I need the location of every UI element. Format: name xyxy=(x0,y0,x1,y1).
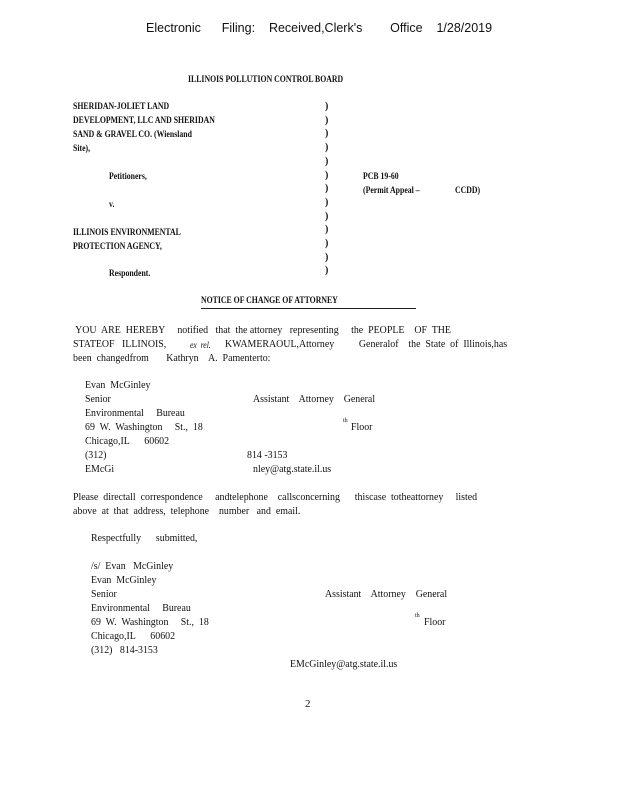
case-number: PCB 19-60 xyxy=(363,172,399,182)
attorney-area-code: (312) xyxy=(85,449,107,461)
signer-title: Assistant Attorney General xyxy=(325,588,448,600)
superscript-th: th xyxy=(343,418,348,424)
notice-title: NOTICE OF CHANGE OF ATTORNEY xyxy=(201,296,338,306)
signer-name: Evan McGinley xyxy=(91,574,157,586)
petitioner-line: Site), xyxy=(73,144,91,154)
ex-rel-text: ex rel. xyxy=(190,340,211,350)
intro-line: been changedfrom Kathryn A. Pamenterto: xyxy=(73,352,271,364)
signer-bureau: Environmental Bureau xyxy=(91,602,191,614)
respondent-label: Respondent. xyxy=(109,269,151,279)
attorney-email-part: EMcGi xyxy=(85,463,115,475)
intro-line: KWAMERAOUL,Attorney Generalof the State of Illinois,has xyxy=(225,338,508,350)
respondent-line: PROTECTION AGENCY, xyxy=(73,242,162,252)
versus-label: v. xyxy=(109,200,115,210)
petitioner-line: SHERIDAN-JOLIET LAND xyxy=(73,102,170,112)
attorney-email-part: nley@atg.state.il.us xyxy=(253,463,332,475)
signer-street: 69 W. Washington St., 18 xyxy=(91,616,209,628)
intro-line: STATEOF ILLINOIS, xyxy=(73,338,167,350)
petitioner-line: DEVELOPMENT, LLC AND SHERIDAN xyxy=(73,116,215,126)
attorney-phone: 814 -3153 xyxy=(247,449,288,461)
signer-city: Chicago,IL 60602 xyxy=(91,630,176,642)
closing-text: Respectfully submitted, xyxy=(91,532,198,544)
electronic-signature: /s/ Evan McGinley xyxy=(91,560,174,572)
attorney-city: Chicago,IL 60602 xyxy=(85,435,170,447)
petitioner-line: SAND & GRAVEL CO. (Wiensland xyxy=(73,130,192,140)
filing-stamp: Electronic Filing: Received,Clerk's Office 1/28/2019 xyxy=(146,21,493,35)
case-type: (Permit Appeal – xyxy=(363,186,420,196)
petitioners-label: Petitioners, xyxy=(109,172,147,182)
attorney-rank: Senior xyxy=(85,393,111,405)
attorney-title: Assistant Attorney General xyxy=(253,393,376,405)
superscript-th: th xyxy=(415,613,420,619)
attorney-name: Evan McGinley xyxy=(85,379,151,391)
case-type-suffix: CCDD) xyxy=(455,186,481,196)
signer-rank: Senior xyxy=(91,588,117,600)
intro-line: YOU ARE HEREBY notified that the attorney representing the PEOPLE OF THE xyxy=(73,324,451,336)
attorney-floor: Floor xyxy=(351,421,373,433)
direct-line: above at that address, telephone number and email. xyxy=(73,505,301,517)
title-underline xyxy=(201,308,416,309)
attorney-street: 69 W. Washington St., 18 xyxy=(85,421,203,433)
board-title: ILLINOIS POLLUTION CONTROL BOARD xyxy=(188,75,344,85)
caption-parentheses: ) ) ) ) ) ) ) ) ) ) ) ) ) xyxy=(325,101,329,277)
signer-phone: (312) 814-3153 xyxy=(91,644,158,656)
attorney-bureau: Environmental Bureau xyxy=(85,407,185,419)
page-number: 2 xyxy=(305,698,311,710)
direct-line: Please directall correspondence andtelephone callsconcerning thiscase totheattorney listed xyxy=(73,491,478,503)
signer-email: EMcGinley@atg.state.il.us xyxy=(290,658,398,670)
signer-floor: Floor xyxy=(424,616,446,628)
respondent-line: ILLINOIS ENVIRONMENTAL xyxy=(73,228,181,238)
